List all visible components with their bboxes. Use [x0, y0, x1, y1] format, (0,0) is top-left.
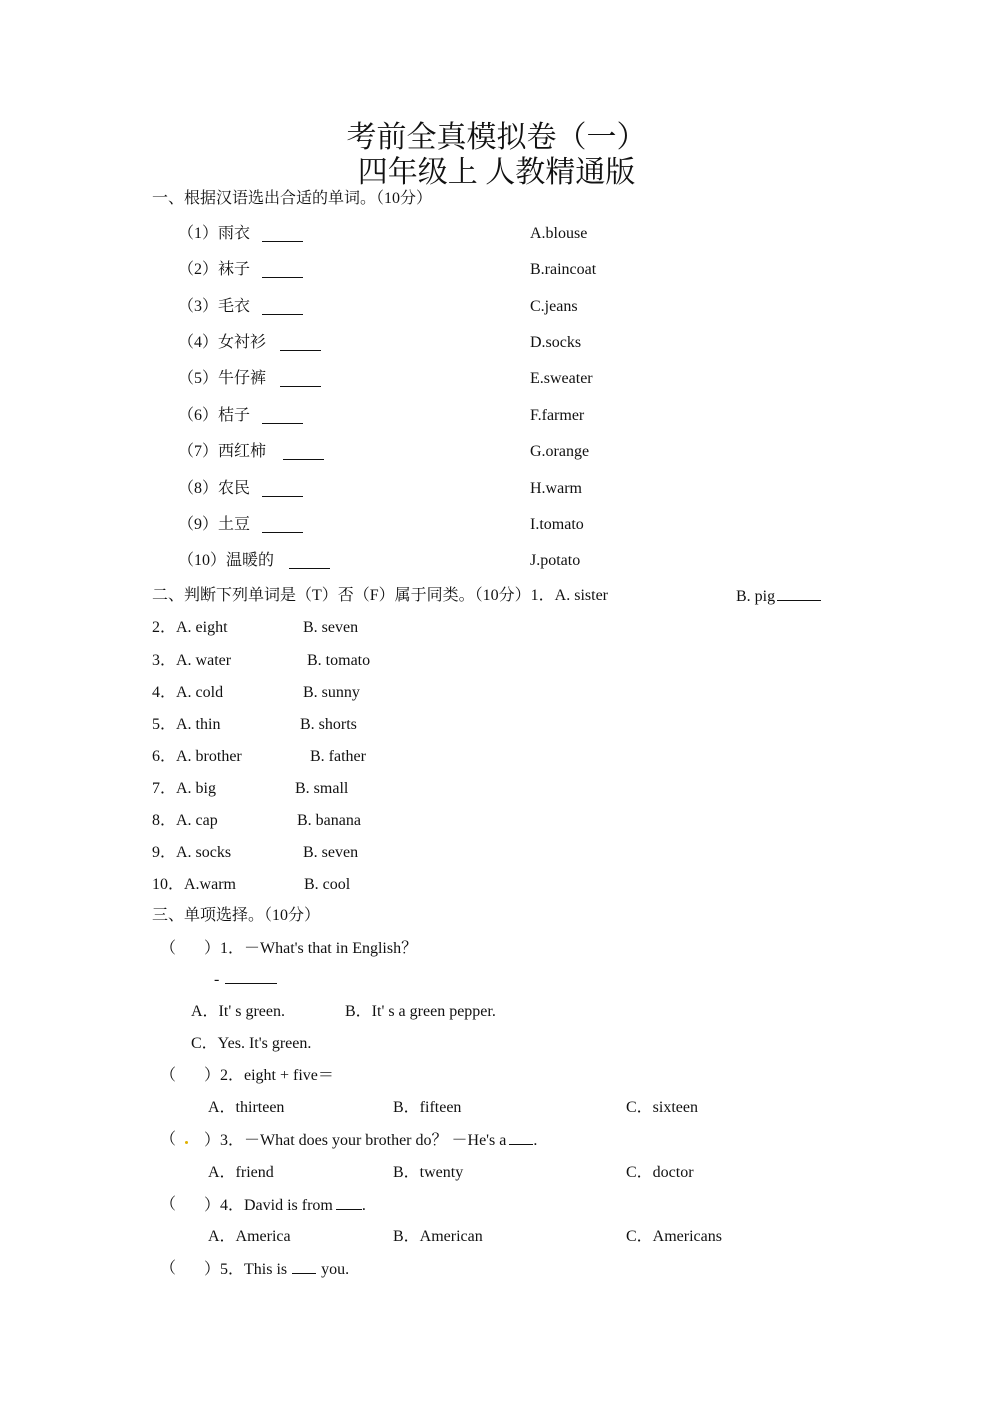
answer-blank[interactable] [283, 447, 324, 460]
answer-blank[interactable] [262, 520, 303, 533]
english-option: E.sweater [530, 370, 593, 387]
answer-dash: - [214, 971, 220, 988]
q1-stem: ）1．－What's that in English？ [204, 940, 418, 957]
section2-option-b: B. shorts [300, 716, 357, 733]
section1-item [178, 226, 250, 242]
answer-blank[interactable] [292, 1261, 316, 1274]
answer-blank[interactable] [262, 411, 303, 424]
period: . [361, 1197, 366, 1214]
q1-option-c[interactable]: C．Yes. It's green. [191, 1035, 312, 1052]
answer-blank[interactable] [280, 338, 321, 351]
english-option: H.warm [530, 480, 582, 497]
english-option: I.tomato [530, 516, 584, 533]
section2-option-a: 2．A. eight [152, 619, 228, 636]
q4-option-a[interactable]: A．America [208, 1228, 291, 1245]
stray-dot [185, 1141, 188, 1144]
chinese-word: （9）土豆 [178, 516, 251, 533]
answer-blank[interactable] [777, 588, 821, 601]
section2-option-b: B. tomato [307, 652, 371, 669]
q2-paren[interactable]: （ [160, 1067, 177, 1084]
section1-item [178, 371, 266, 387]
answer-blank[interactable] [289, 556, 330, 569]
section2-item1-option-b [736, 588, 821, 605]
chinese-word: （8）农民 [178, 480, 251, 497]
chinese-word: （4）女衬衫 [178, 334, 267, 351]
section2-option-b: B. seven [303, 619, 359, 636]
q5-stem-post: you. [321, 1261, 350, 1278]
section2-option-a: 6．A. brother [152, 748, 242, 765]
option-b-text: B. pig [736, 588, 776, 605]
q5-paren[interactable]: （ [160, 1260, 177, 1277]
section2-option-b: B. father [310, 748, 366, 765]
q2-option-a[interactable]: A．thirteen [208, 1099, 285, 1116]
answer-blank[interactable] [280, 374, 321, 387]
answer-blank[interactable] [262, 484, 303, 497]
answer-blank[interactable] [509, 1132, 533, 1145]
section2-option-a: 3．A. water [152, 652, 232, 669]
english-option: J.potato [530, 552, 581, 569]
english-option: C.jeans [530, 298, 578, 315]
answer-blank[interactable] [262, 229, 303, 242]
q2-option-c[interactable]: C．sixteen [626, 1099, 698, 1116]
q4-option-b[interactable]: B．American [393, 1228, 483, 1245]
section2-option-a: 4．A. cold [152, 684, 224, 701]
section1-item [178, 444, 266, 460]
page-subtitle: 四年级上 人教精通版 [357, 156, 636, 189]
section3-heading: 三、单项选择。（10分） [152, 907, 321, 924]
chinese-word: （6）桔子 [178, 407, 251, 424]
q3-stem [204, 1132, 537, 1149]
section2-option-a: 5．A. thin [152, 716, 221, 733]
section2-option-a: 9．A. socks [152, 844, 232, 861]
section2-option-b: B. banana [297, 812, 361, 829]
section1-item [178, 517, 250, 533]
q1-option-b[interactable]: B．It' s a green pepper. [345, 1003, 496, 1020]
period: . [533, 1132, 538, 1149]
chinese-word: （3）毛衣 [178, 298, 251, 315]
chinese-word: （10）温暖的 [178, 552, 275, 569]
chinese-word: （7）西红柿 [178, 443, 267, 460]
q1-option-a[interactable]: A．It' s green. [191, 1003, 285, 1020]
section2-option-b: B. seven [303, 844, 359, 861]
section1-heading: 一、根据汉语选出合适的单词。（10分） [152, 190, 433, 207]
answer-blank[interactable] [262, 265, 303, 278]
section2-option-a: 7．A. big [152, 780, 217, 797]
q5-stem [204, 1261, 349, 1278]
q3-option-c[interactable]: C．doctor [626, 1164, 694, 1181]
answer-blank[interactable] [262, 302, 303, 315]
q2-stem: ）2．eight + five＝ [204, 1067, 334, 1084]
section1-item [178, 299, 250, 315]
section1-item [178, 553, 274, 569]
english-option: G.orange [530, 443, 590, 460]
q1-answer-line [214, 971, 277, 988]
section2-option-b: B. sunny [303, 684, 360, 701]
answer-blank[interactable] [225, 971, 277, 984]
english-option: A.blouse [530, 225, 588, 242]
q3-option-a[interactable]: A．friend [208, 1164, 274, 1181]
section2-option-a: 10．A.warm [152, 876, 236, 893]
section2-heading: 二、判断下列单词是（T）否（F）属于同类。（10分）1．A. sister [152, 587, 609, 604]
q5-stem-pre: ）5．This is [204, 1261, 288, 1278]
q3-stem-text: ）3．－What does your brother do？ －He's a [204, 1132, 507, 1149]
section2-option-b: B. cool [304, 876, 351, 893]
english-option: D.socks [530, 334, 582, 351]
q4-option-c[interactable]: C．Americans [626, 1228, 722, 1245]
q2-option-b[interactable]: B．fifteen [393, 1099, 462, 1116]
chinese-word: （5）牛仔裤 [178, 370, 267, 387]
q4-stem-text: ）4．David is from [204, 1197, 333, 1214]
q4-stem [204, 1197, 366, 1214]
q3-paren[interactable]: （ [160, 1131, 177, 1148]
english-option: B.raincoat [530, 261, 597, 278]
section1-item [178, 335, 266, 351]
english-option: F.farmer [530, 407, 585, 424]
q3-option-b[interactable]: B．twenty [393, 1164, 464, 1181]
section1-item [178, 481, 250, 497]
chinese-word: （2）袜子 [178, 261, 251, 278]
q4-paren[interactable]: （ [160, 1196, 177, 1213]
page-title: 考前全真模拟卷（一） [346, 121, 647, 154]
answer-blank[interactable] [336, 1197, 362, 1210]
section1-item [178, 408, 250, 424]
section1-item [178, 262, 250, 278]
q1-paren[interactable]: （ [160, 940, 177, 957]
section2-option-b: B. small [295, 780, 349, 797]
chinese-word: （1）雨衣 [178, 225, 251, 242]
section2-option-a: 8．A. cap [152, 812, 218, 829]
